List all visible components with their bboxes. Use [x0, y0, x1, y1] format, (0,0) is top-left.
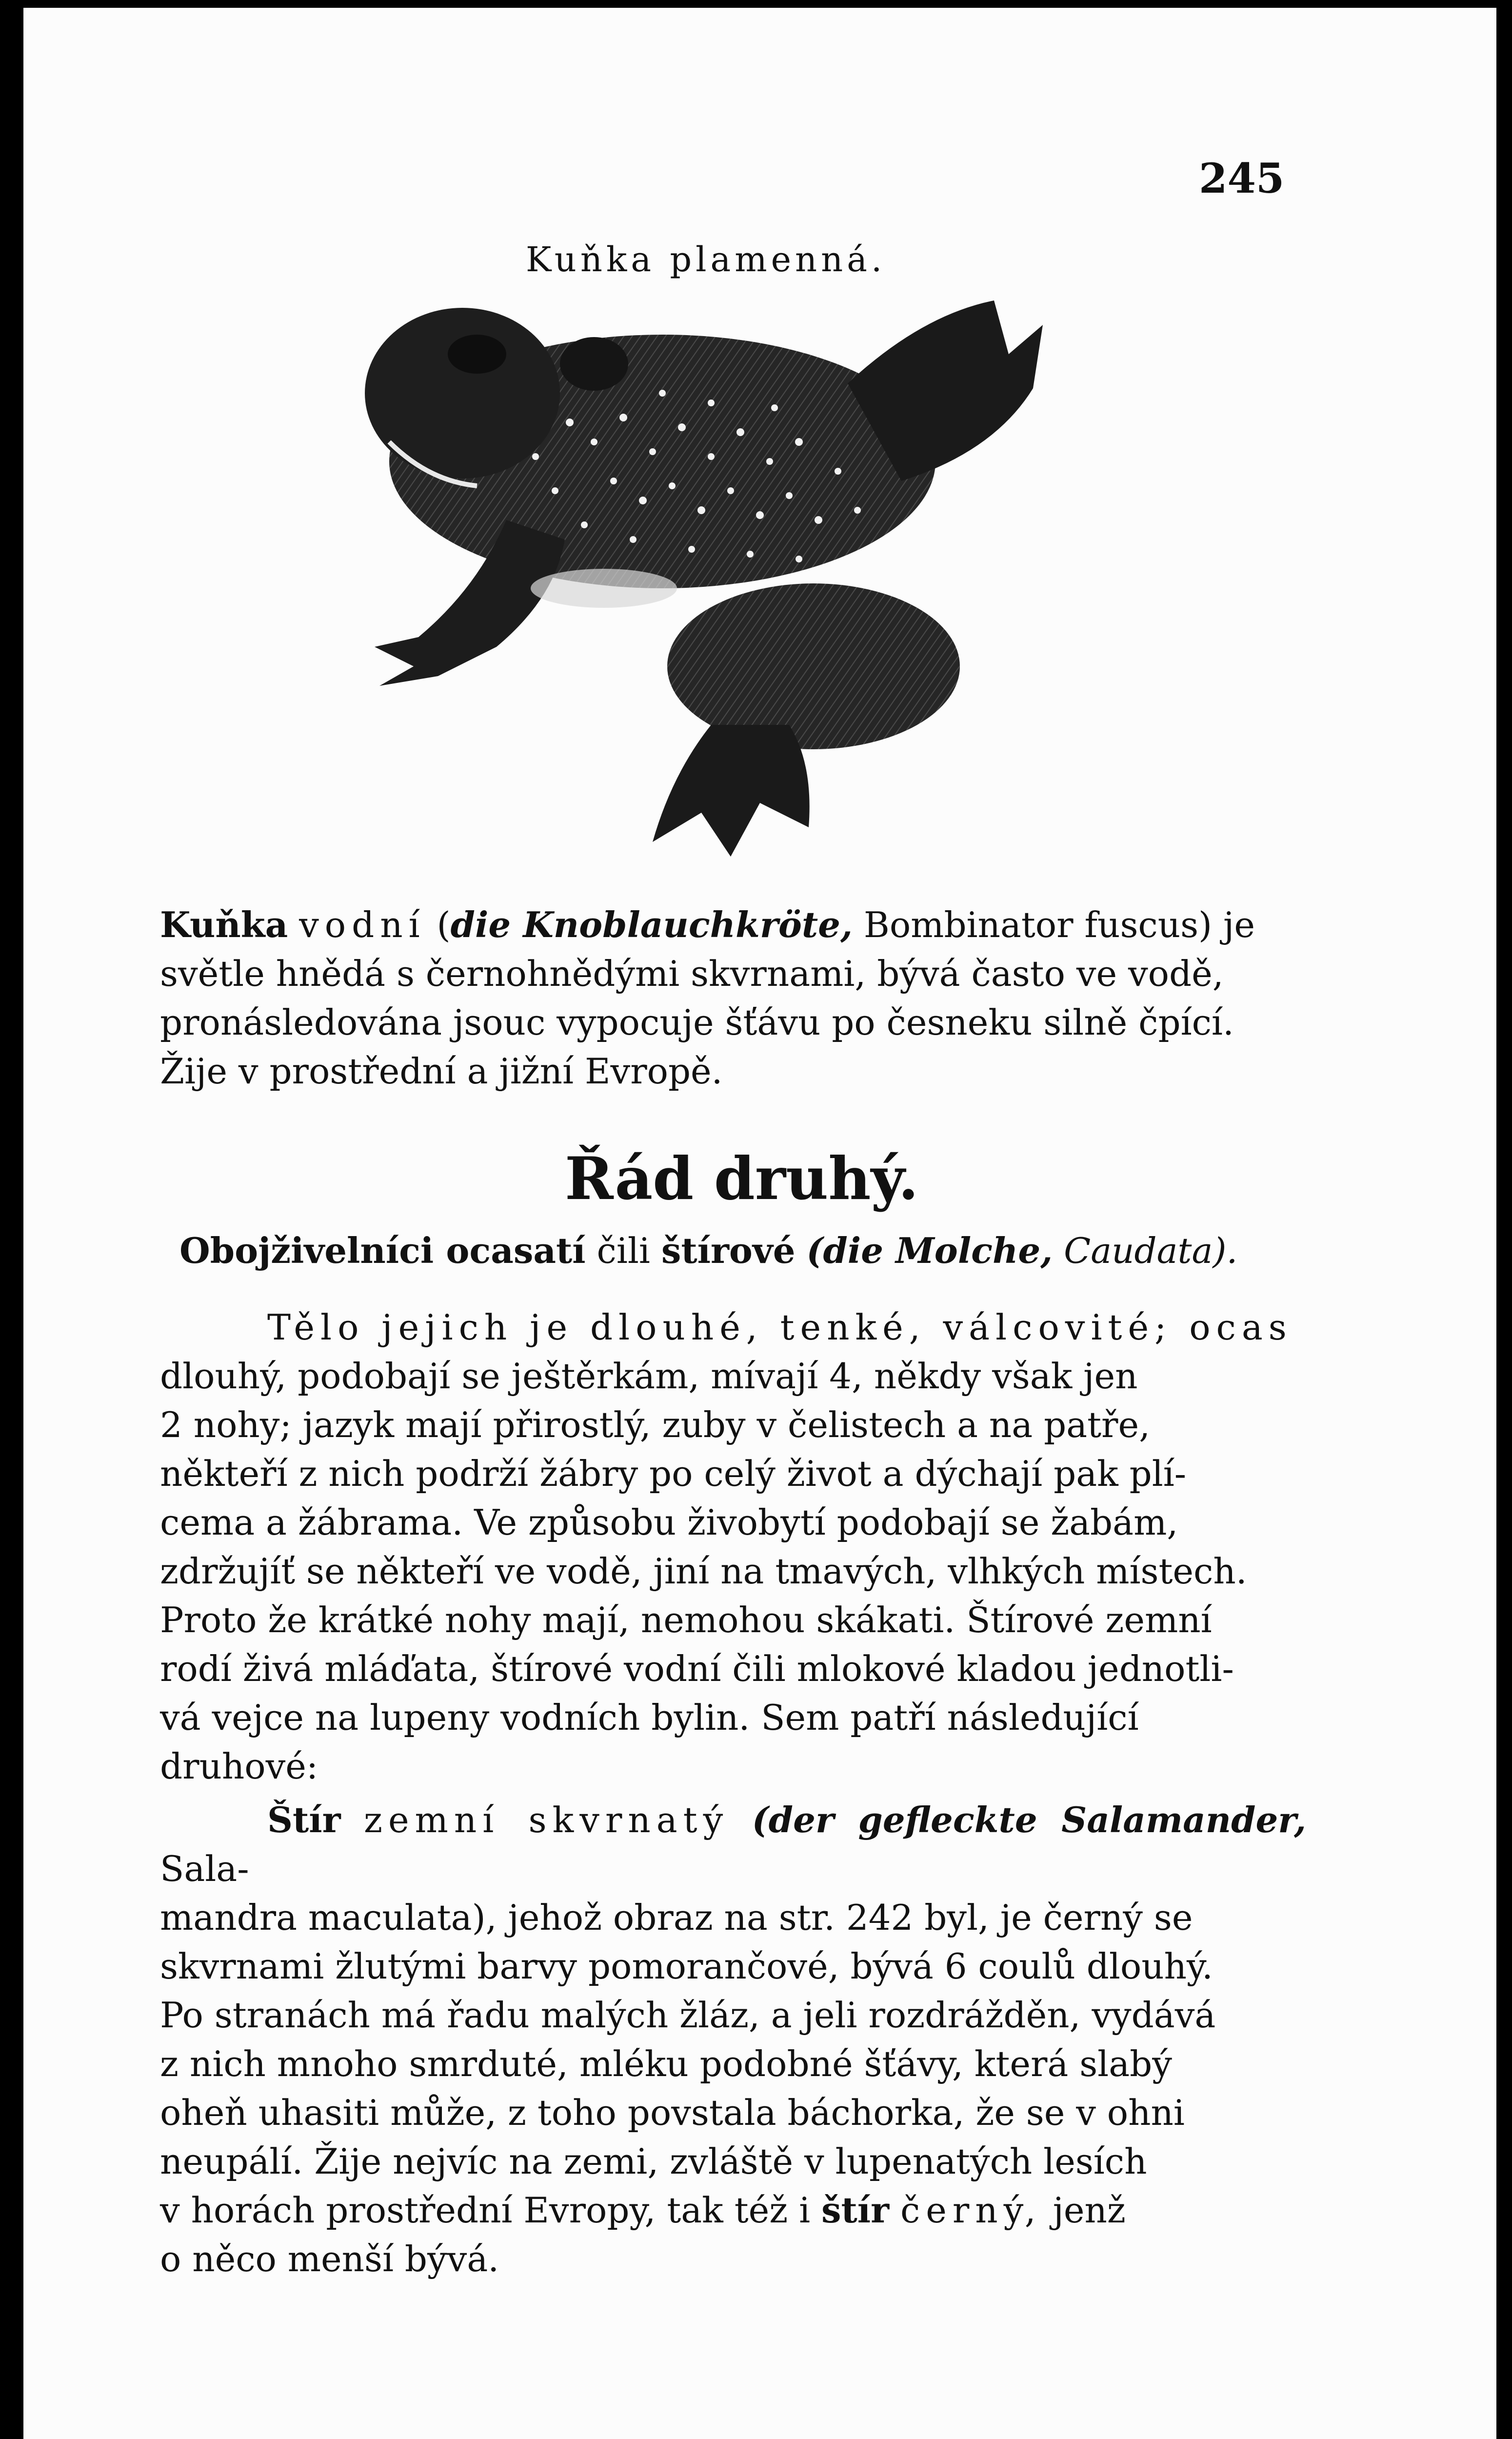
body-line: cema a žábrama. Ve způsobu živobytí podobají se žabám,	[160, 1502, 1178, 1543]
body-line: zdržujíť se někteří ve vodě, jiní na tmavých, vlhkých místech.	[160, 1551, 1247, 1592]
stir-line: Po stranách má řadu malých žláz, a jeli rozdrážděn, vydává	[160, 1995, 1216, 2036]
stir-line1-end: Sala-	[160, 1848, 249, 1889]
toad-eye	[448, 335, 506, 374]
stir-line: neupálí. Žije nejvíc na zemi, zvláště v lupenatých lesích	[160, 2141, 1147, 2182]
stir-german: (der gefleckte Salamander,	[752, 1799, 1307, 1840]
body-line: někteří z nich podrží žábry po celý život a dýchají pak plí-	[160, 1453, 1187, 1494]
body-line: Tělo jejich je dlouhé, tenké, válcovité; ocas	[267, 1307, 1293, 1348]
subheading-latin: Caudata).	[1064, 1230, 1238, 1271]
kunka-paren: (	[437, 904, 451, 945]
kunka-german: die Knoblauchkröte,	[450, 904, 853, 945]
stir-line8-c: černý,	[900, 2190, 1042, 2231]
toad-hind-foot	[653, 725, 810, 857]
subheading-mid: čili	[597, 1230, 650, 1271]
kunka-lead: Kuňka	[160, 904, 288, 945]
subheading-bold2: štírové	[661, 1230, 796, 1271]
kunka-line: Žije v prostřední a jižní Evropě.	[160, 1051, 723, 1092]
stir-line: o něco menší bývá.	[160, 2239, 499, 2279]
body-line: vá vejce na lupeny vodních bylin. Sem patří následující	[160, 1697, 1139, 1738]
subheading-german: (die Molche,	[806, 1230, 1053, 1271]
stir-line8-a: v horách prostřední Evropy, tak též i	[160, 2190, 811, 2231]
toad-thigh	[667, 583, 960, 749]
stir-paragraph	[160, 1796, 1306, 2283]
kunka-vodni: vodní	[299, 904, 426, 945]
body-line: druhové:	[160, 1746, 318, 1787]
stir-line: skvrnami žlutými barvy pomorančové, bývá 6 coulů dlouhý.	[160, 1946, 1213, 1987]
section-subheading	[179, 1230, 1237, 1271]
stir-line8-b: štír	[821, 2189, 890, 2231]
body-line: Proto že krátké nohy mají, nemohou skákati. Štírové zemní	[160, 1599, 1212, 1640]
kunka-line: pronásledována jsouc vypocuje šťávu po česneku silně čpící.	[160, 1002, 1234, 1043]
book-page	[23, 8, 1496, 2439]
kunka-line: světle hnědá s černohnědými skvrnami, bývá často ve vodě,	[160, 953, 1224, 994]
stir-lead: Štír	[267, 1799, 341, 1840]
kunka-latin: Bombinator fuscus) je	[863, 904, 1255, 945]
stir-spaced: zemní skvrnatý	[364, 1799, 729, 1840]
body-line: dlouhý, podobají se ještěrkám, mívají 4, někdy však jen	[160, 1356, 1138, 1397]
toad-eye	[560, 337, 628, 391]
page-number: 245	[1199, 154, 1285, 202]
body-line: rodí živá mláďata, štírové vodní čili mlokové kladou jednotli-	[160, 1648, 1234, 1689]
stir-line8-d: jenž	[1053, 2190, 1126, 2231]
stir-line: z nich mnoho smrduté, mléku podobné šťávy, která slabý	[160, 2043, 1172, 2084]
subheading-bold: Obojživelníci ocasatí	[179, 1230, 586, 1271]
figure-caption: Kuňka plamenná.	[526, 240, 886, 280]
stir-line: mandra maculata), jehož obraz na str. 242 byl, je černý se	[160, 1897, 1193, 1938]
stir-line: oheň uhasiti může, z toho povstala báchorka, že se v ohni	[160, 2092, 1185, 2133]
toad-head	[365, 308, 560, 479]
body-paragraph	[160, 1303, 1306, 1791]
toad-illustration	[360, 296, 1082, 891]
body-line: 2 nohy; jazyk mají přirostlý, zuby v čelistech a na patře,	[160, 1404, 1150, 1445]
toad-belly-patch	[531, 569, 677, 608]
kunka-paragraph	[160, 900, 1306, 1096]
section-heading: Řád druhý.	[565, 1144, 919, 1213]
